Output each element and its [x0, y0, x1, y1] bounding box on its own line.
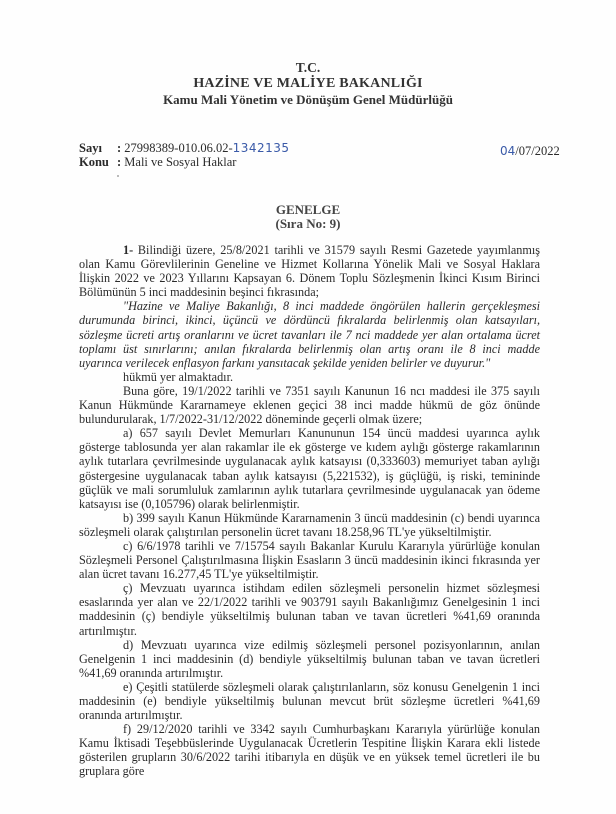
date-value: /07/2022 [515, 144, 560, 158]
sayi-value: 27998389-010.06.02- [124, 141, 233, 155]
document-title [0, 203, 616, 231]
item-b: b) 399 sayılı Kanun Hükmünde Kararnamenin 3 üncü maddesinin (c) bendi uyarınca sözleşmeli olarak çalıştırılan personelin ücret tavanı 18.258,96 TL'ye yükseltilmiştir. [79, 510, 540, 539]
title-sub: (Sıra No: 9) [275, 216, 341, 231]
sayi-label: Sayı [79, 141, 102, 155]
letterhead [0, 60, 616, 108]
konu-label: Konu [79, 155, 109, 169]
sayi-line [79, 141, 539, 155]
paragraph-buna-gore: Buna göre, 19/1/2022 tarihli ve 7351 sayılı Kanunun 16 ncı maddesi ile 375 sayılı Kanun Hükmünde Kararnameye eklenen geçici 38 inci madde hükmü de göz önünde bulundurularak, 1/7/2022-31/12/2022 döneminde geçerli olmak üzere; [79, 383, 540, 427]
letterhead-tc: T.C. [295, 60, 321, 75]
document-date [500, 144, 560, 159]
item-e: e) Çeşitli statülerde sözleşmeli olarak çalıştırılanların, söz konusu Genelgenin 1 inci maddesinin (e) bendiyle yükseltilmiş bulunan mevcut brüt sözleşme ücretleri %41,69 oranında artırılmıştır. [79, 679, 540, 723]
date-handwritten-day: 04 [500, 144, 516, 158]
konu-separator: : [117, 155, 122, 169]
scan-speck [117, 175, 119, 177]
item-a: a) 657 sayılı Devlet Memurları Kanununun 154 üncü maddesi uyarınca aylık gösterge tablosunda yer alan rakamlar ile ek gösterge ve kıdem aylığı gösterge rakamlarının aylık tutarlara çevrilmesinde uygulanacak aylık katsayısı (0,333603) memuriyet taban aylığı göstergesine uygulanacak taban aylık katsayısı (5,221532), iş güçlüğü, iş riski, temininde güçlük ve mali sorumluluk zamlarının aylık tutarlara çevrilmesinde uygulanacak yan ödeme katsayısı ise (0,105796) olarak belirlenmiştir. [79, 426, 540, 511]
item-cc: ç) Mevzuatı uyarınca istihdam edilen sözleşmeli personelin hizmet sözleşmesi esaslarında yer alan ve 22/1/2022 tarihli ve 903791 sayılı Bakanlığımız Genelgesinin 1 inci maddesinin (ç) bendiyle yükseltilmiş bulunan taban ve tavan ücretleri %41,69 oranında artırılmıştır. [79, 581, 540, 638]
letterhead-department: Kamu Mali Yönetim ve Dönüşüm Genel Müdürlüğü [163, 92, 453, 107]
title-main: GENELGE [275, 202, 341, 217]
document-body [79, 243, 540, 779]
paragraph-hukmu: hükmü yer almaktadır. [123, 369, 233, 384]
konu-value: Mali ve Sosyal Haklar [124, 155, 237, 169]
sayi-separator: : [117, 141, 122, 155]
konu-line [79, 155, 539, 169]
letterhead-ministry: HAZİNE VE MALİYE BAKANLIĞI [193, 76, 423, 91]
quoted-provision: "Hazine ve Maliye Bakanlığı, 8 inci maddede öngörülen hallerin gerçekleşmesi durumunda birinci, ikinci, üçüncü ve dördüncü fıkralarda belirlenmiş olan katsayıları, sözleşme ücreti artış oranlarını ve ücret tavanları ile 7 nci maddede yer alan ortalama ücret toplamı üst sınırlarını; anılan fıkralarda belirlenmiş olan artış oranı ile 8 inci madde uyarınca verilecek enflasyon farkını yansıtacak şekilde yeniden belirler ve duyurur." [79, 299, 540, 370]
paragraph-1-number: 1- [123, 243, 134, 257]
item-c: c) 6/6/1978 tarihli ve 7/15754 sayılı Bakanlar Kurulu Kararıyla yürürlüğe konulan Sözleşmeli Personel Çalıştırılmasına İlişkin Esasların 3 üncü maddesinin ikinci fıkrasında yer alan ücret tavanı 16.277,45 TL'ye yükseltilmiştir. [79, 538, 540, 582]
paragraph-1 [79, 243, 540, 299]
item-d: d) Mevzuatı uyarınca vize edilmiş sözleşmeli personel pozisyonlarının, anılan Genelgenin 1 inci maddesinin (d) bendiyle yükseltilmiş bulunan taban ve tavan ücretleri %41,69 oranında artırılmıştır. [79, 637, 540, 680]
item-f: f) 29/12/2020 tarihli ve 3342 sayılı Cumhurbaşkanı Kararıyla yürürlüğe konulan Kamu İktisadi Teşebbüslerinde Uygulanacak Ücretlerin Tespitine İlişkin Karara ekli listede gösterilen grupların 30/6/2022 tarihi itibarıyla en düşük ve en yüksek temel ücretleri ile bu gruplara göre [79, 722, 540, 779]
document-meta [79, 141, 539, 169]
paragraph-1-text: Bilindiği üzere, 25/8/2021 tarihli ve 31579 sayılı Resmi Gazetede yayımlanmış olan Kamu Görevlilerinin Geneline ve Hizmet Kollarına Yönelik Mali ve Sosyal Haklara İlişkin 2022 ve 2023 Yıllarını Kapsayan 6. Dönem Toplu Sözleşmenin İkinci Kısım Birinci Bölümünün 5 inci maddesinin beşinci fıkrasında; [79, 243, 540, 300]
sayi-handwritten-number: 1342135 [232, 141, 290, 155]
